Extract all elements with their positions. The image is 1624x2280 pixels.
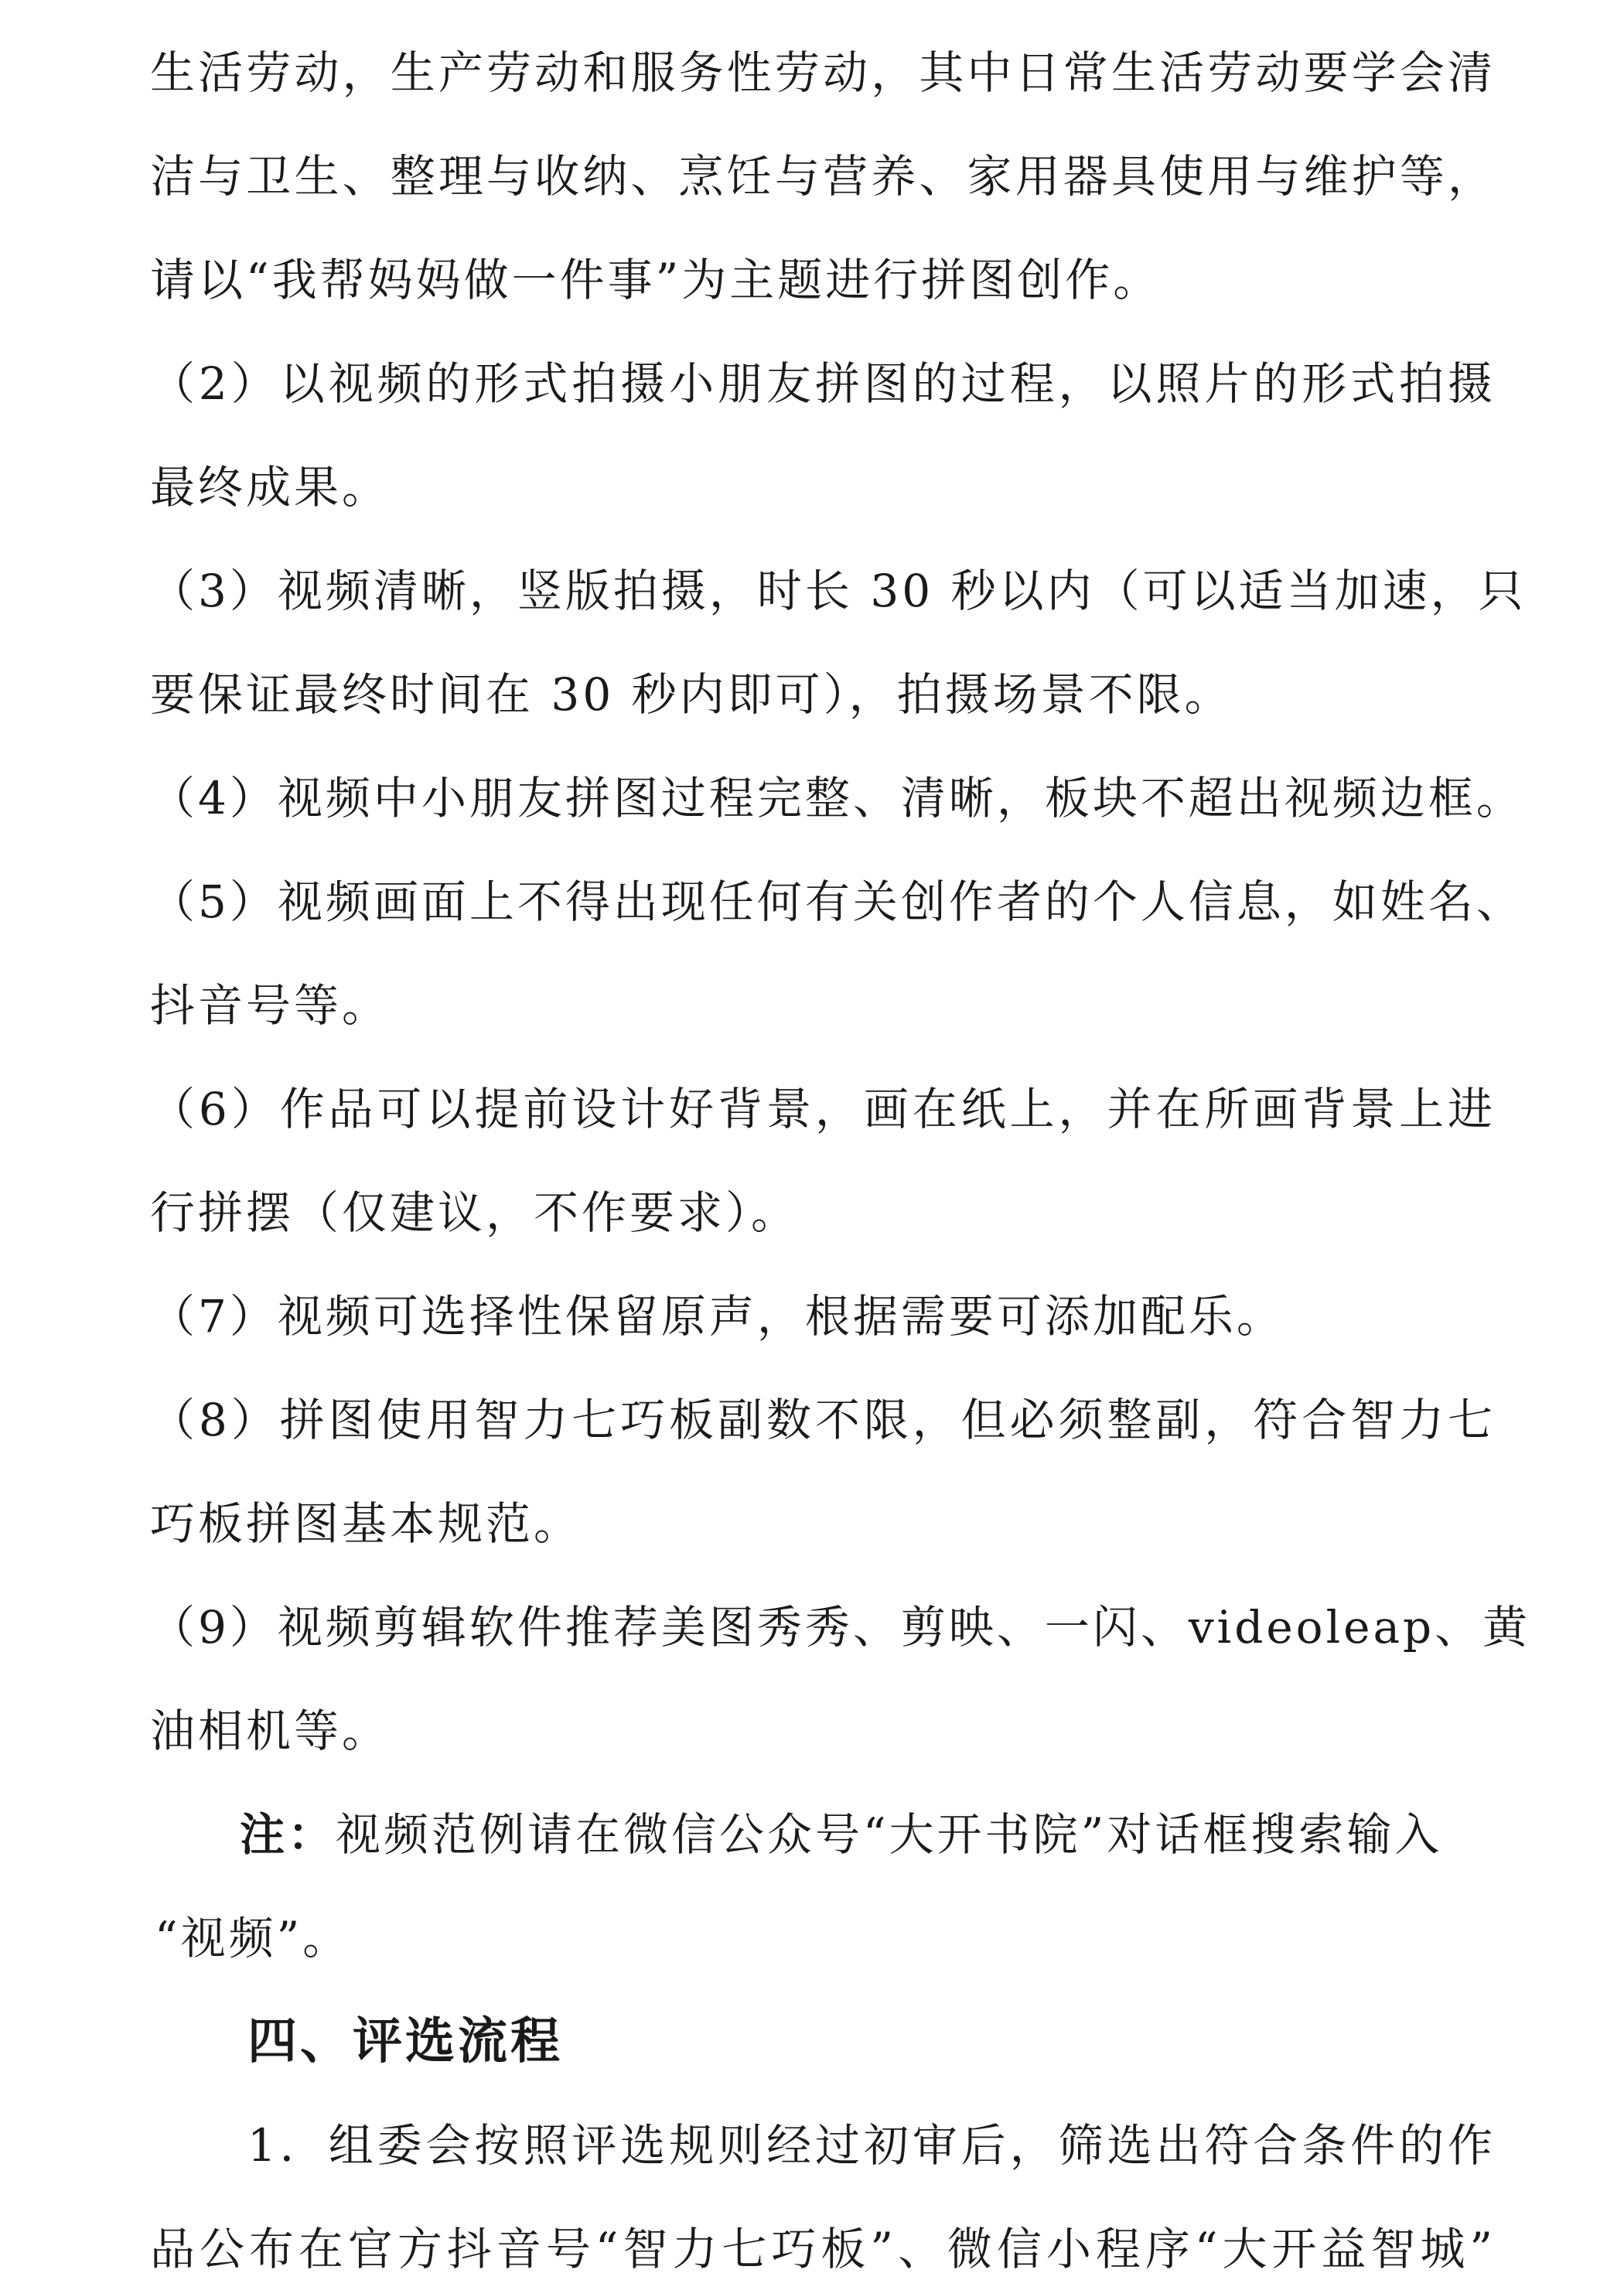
- body-text-line: 品公布在官方抖音号“智力七巧板”、微信小程序“大开益智城”: [150, 2223, 1496, 2275]
- list-item-6-line: （6）作品可以提前设计好背景，画在纸上，并在所画背景上进: [150, 1083, 1496, 1135]
- note-text: 视频范例请在微信公众号“大开书院”对话框搜索输入: [336, 1808, 1443, 1861]
- list-item-9-line: 油相机等。: [150, 1705, 391, 1757]
- list-item-2-line: 最终成果。: [150, 461, 391, 514]
- note-label: 注：: [240, 1808, 336, 1861]
- list-item-9-line: （9）视频剪辑软件推荐美图秀秀、剪映、一闪、videoleap、黄: [150, 1601, 1531, 1654]
- body-text-line: 洁与卫生、整理与收纳、烹饪与营养、家用器具使用与维护等，: [150, 150, 1496, 203]
- note-line: [240, 1804, 1496, 1865]
- section-heading: 四、评选流程: [247, 2013, 563, 2070]
- note-line: “视频”。: [155, 1912, 351, 1964]
- body-text-line: 1．组委会按照评选规则经过初审后，筛选出符合条件的作: [247, 2119, 1496, 2172]
- list-item-5-line: （5）视频画面上不得出现任何有关创作者的个人信息，如姓名、: [150, 875, 1524, 928]
- list-item-5-line: 抖音号等。: [150, 979, 391, 1032]
- list-item-7-line: （7）视频可选择性保留原声，根据需要可添加配乐。: [150, 1290, 1285, 1343]
- list-item-3-line: （3）视频清晰，竖版拍摄，时长 30 秒以内（可以适当加速，只: [150, 565, 1527, 617]
- list-item-6-line: 行拼摆（仅建议，不作要求）。: [150, 1186, 800, 1239]
- body-text-line: 请以“我帮妈妈做一件事”为主题进行拼图创作。: [150, 254, 1162, 306]
- list-item-8-line: （8）拼图使用智力七巧板副数不限，但必须整副，符合智力七: [150, 1394, 1496, 1446]
- list-item-4-line: （4）视频中小朋友拼图过程完整、清晰，板块不超出视频边框。: [150, 772, 1524, 824]
- list-item-3-line: 要保证最终时间在 30 秒内即可），拍摄场景不限。: [150, 668, 1233, 721]
- list-item-2-line: （2）以视频的形式拍摄小朋友拼图的过程，以照片的形式拍摄: [150, 357, 1496, 410]
- body-text-line: 生活劳动，生产劳动和服务性劳动，其中日常生活劳动要学会清: [150, 46, 1496, 99]
- list-item-8-line: 巧板拼图基本规范。: [150, 1497, 582, 1550]
